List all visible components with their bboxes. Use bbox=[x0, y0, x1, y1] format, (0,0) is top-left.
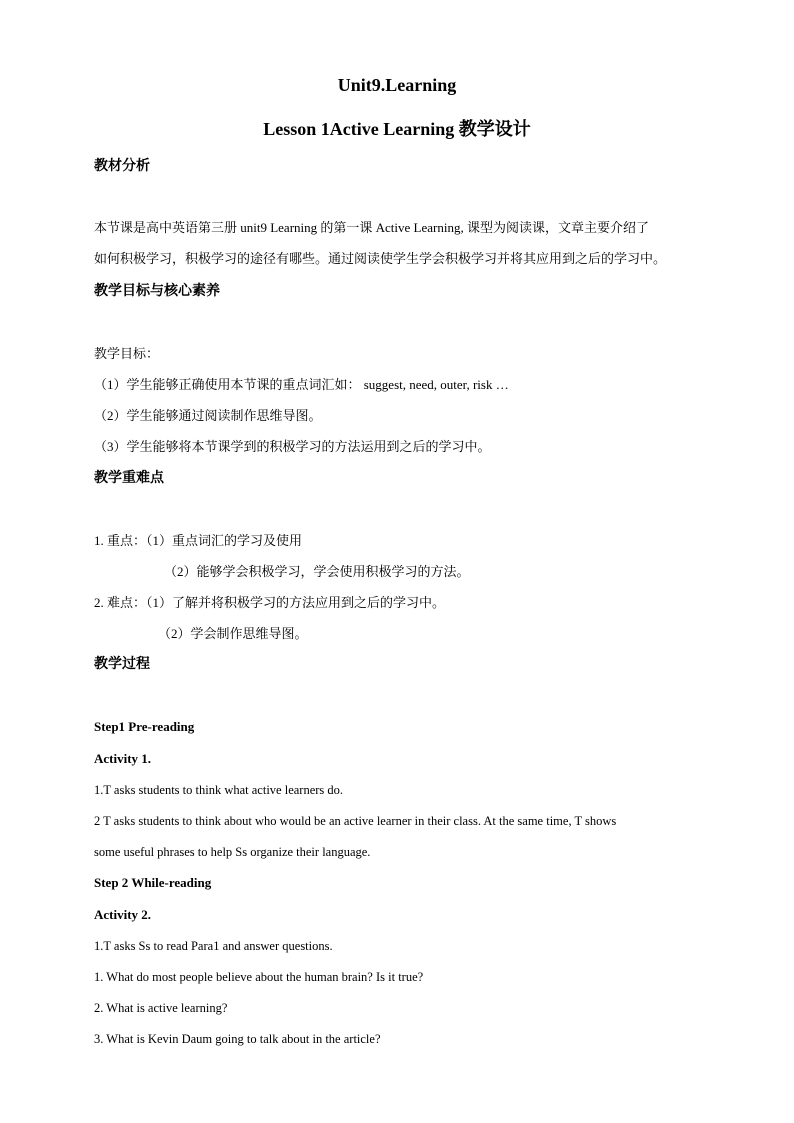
activity1-line-1: 1.T asks students to think what active learners do. bbox=[94, 783, 344, 797]
activity2-heading: Activity 2. bbox=[94, 907, 152, 922]
keypoint-item-3: 2. 难点：（1）了解并将积极学习的方法应用到之后的学习中。 bbox=[94, 595, 446, 610]
step1-heading: Step1 Pre-reading bbox=[94, 719, 195, 734]
activity2-line-1: 1.T asks Ss to read Para1 and answer questions. bbox=[94, 939, 333, 953]
materials-heading: 教材分析 bbox=[94, 159, 150, 174]
keypoint-item-2: （2）能够学会积极学习，学会使用积极学习的方法。 bbox=[164, 564, 470, 579]
objective-item-2: （2）学生能够通过阅读制作思维导图。 bbox=[94, 408, 322, 423]
objective-item-3: （3）学生能够将本节课学到的积极学习的方法运用到之后的学习中。 bbox=[94, 439, 491, 454]
objectives-heading: 教学目标与核心素养 bbox=[94, 284, 220, 299]
materials-line-2: 如何积极学习，积极学习的途径有哪些。通过阅读使学生学会积极学习并将其应用到之后的学习中。 bbox=[94, 251, 667, 266]
activity1-line-3: some useful phrases to help Ss organize their language. bbox=[94, 845, 371, 859]
activity1-line-2: 2 T asks students to think about who would be an active learner in their class. At the same time, T shows bbox=[94, 814, 617, 828]
objective-item-1: （1）学生能够正确使用本节课的重点词汇如： suggest, need, outer, risk … bbox=[94, 377, 509, 392]
objectives-label: 教学目标： bbox=[94, 346, 160, 361]
process-heading: 教学过程 bbox=[94, 657, 150, 672]
step2-heading: Step 2 While-reading bbox=[94, 875, 212, 890]
keypoint-item-4: （2）学会制作思维导图。 bbox=[158, 626, 308, 641]
lesson-title: Lesson 1Active Learning 教学设计 bbox=[263, 119, 531, 139]
activity2-line-4: 3. What is Kevin Daum going to talk about in the article? bbox=[94, 1032, 381, 1046]
activity2-line-2: 1. What do most people believe about the human brain? Is it true? bbox=[94, 970, 424, 984]
materials-line-1: 本节课是高中英语第三册 unit9 Learning 的第一课 Active Learning, 课型为阅读课，文章主要介绍了 bbox=[94, 220, 649, 235]
activity2-line-3: 2. What is active learning? bbox=[94, 1001, 228, 1015]
document-title: Unit9.Learning bbox=[337, 75, 457, 95]
keypoint-item-1: 1. 重点：（1）重点词汇的学习及使用 bbox=[94, 533, 303, 548]
activity1-heading: Activity 1. bbox=[94, 751, 152, 766]
keypoints-heading: 教学重难点 bbox=[94, 471, 164, 486]
